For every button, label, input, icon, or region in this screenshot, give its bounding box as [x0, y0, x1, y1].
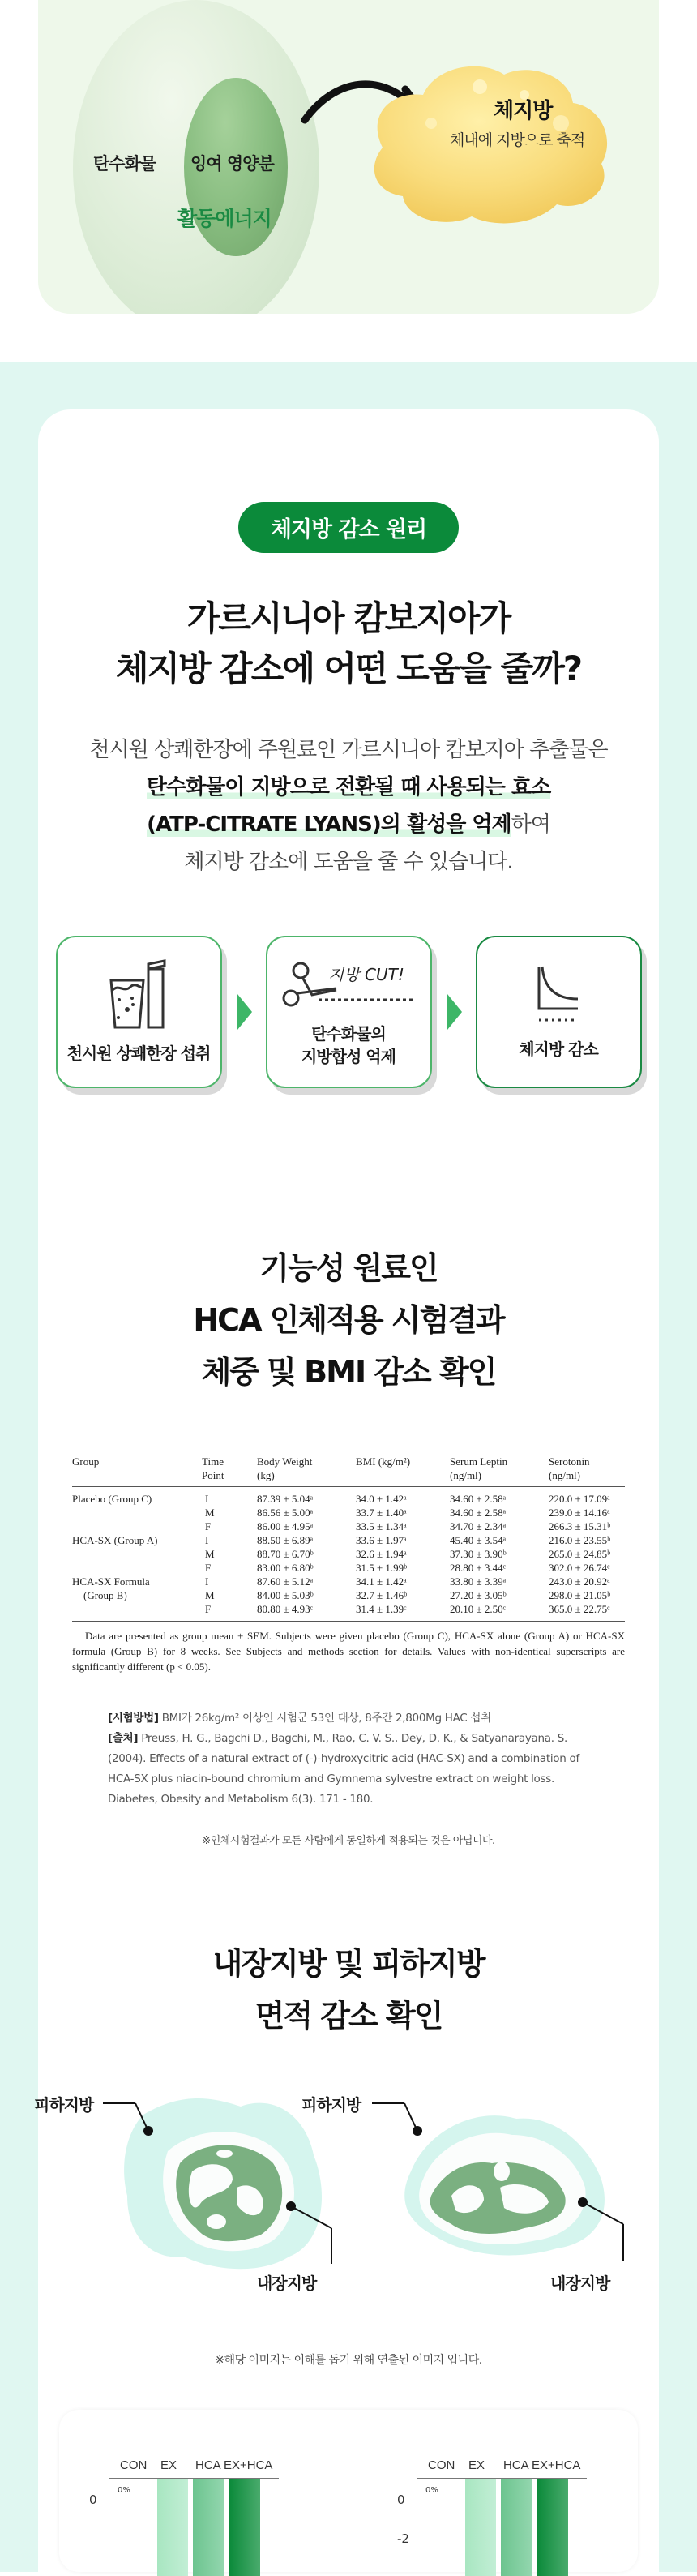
- trial-title-line2: HCA 인체적용 시험결과: [193, 1302, 504, 1338]
- subcutaneous-fat-label-before: 피하지방: [34, 2095, 94, 2115]
- table-row: (Group B) M 84.00 ± 5.03ᵇ 32.7 ± 1.46ᵇ 27.20 ± 3.05ᵇ 298.0 ± 21.05ᵇ: [83, 1589, 611, 1601]
- trial-results-table: [72, 1451, 625, 1622]
- mechanism-steps: [38, 936, 659, 1088]
- illustration-note: ※해당 이미지는 이해를 돕기 위해 연출된 이미지 입니다.: [215, 2354, 482, 2367]
- desc-line3-rest: 하여: [511, 812, 550, 837]
- y-tick-minus-2: -2: [397, 2531, 409, 2546]
- step-arrow-icon: [237, 994, 252, 1030]
- principle-section: [0, 362, 697, 2572]
- desc-line1: 천시원 상쾌한장에 주원료인 가르시니아 캄보지아 추출물은: [89, 738, 608, 762]
- step-inhibit-label: [301, 1022, 396, 1068]
- method-label: [시험방법]: [108, 1712, 159, 1725]
- body-fat-subtitle: 체내에 지방으로 축적: [450, 131, 585, 149]
- principle-title-line1: 가르시니아 캄보지아가: [186, 598, 511, 638]
- step-fat-reduction-label: 체지방 감소: [519, 1039, 598, 1059]
- bar-ex: [465, 2479, 496, 2576]
- table-row: F 83.00 ± 6.80ᵇ 31.5 ± 1.99ᵇ 28.80 ± 3.44ᶜ 302.0 ± 26.74ᶜ: [205, 1562, 610, 1574]
- trial-results-table-wrap: [72, 1451, 625, 1674]
- bar-hca: [193, 2479, 224, 2576]
- fat-cross-section-illustration: [34, 2082, 659, 2309]
- th-serum-leptin: Serum Leptin (ng/ml): [450, 1455, 508, 1481]
- category-hca: HCA: [503, 2458, 529, 2472]
- th-time-point: Time Point: [202, 1455, 224, 1481]
- table-row: HCA-SX Formula I 87.60 ± 5.12ᵃ 34.1 ± 1.42ᵃ 33.80 ± 3.39ᵃ 243.0 ± 20.92ᵃ: [72, 1575, 610, 1588]
- source-text: Preuss, H. G., Bagchi D., Bagchi, M., Rao, C. V. S., Dey, D. K., & Satyanarayana. S. (2004). Effects of a natural extract of (-)-hydroxycitric acid (HAC-SX) and a combination of HCA-SX plus niacin-bound chromium and Gymnema sylvestre extract on weight loss. Diabetes, Obesity and Metabolism 6(3). 171 - 180.: [108, 1732, 579, 1806]
- th-body-weight: Body Weight (kg): [257, 1455, 313, 1481]
- section-badge: 체지방 감소 원리: [238, 502, 459, 553]
- fat-area-title-line1: 내장지방 및 피하지방: [212, 1946, 485, 1982]
- fat-cross-section-after-icon: [370, 2082, 638, 2293]
- bar-hca: [501, 2479, 532, 2576]
- con-value-label: 0%: [425, 2486, 438, 2495]
- desc-highlight-inhibit: (ATP-CITRATE LYANS)의 활성을 억제: [147, 812, 511, 837]
- th-bmi: BMI (kg/m²): [356, 1455, 411, 1468]
- principle-title-line2: 체지방 감소에 어떤 도움을 줄까?: [115, 649, 582, 688]
- scissors-icon: [280, 956, 417, 1013]
- trial-title-line3: 체중 및 BMI 감소 확인: [201, 1354, 496, 1390]
- step-inhibit-label-line1: 탄수화물의: [311, 1024, 386, 1044]
- fat-area-title-line2: 면적 감소 확인: [254, 1998, 443, 2034]
- carb-to-fat-diagram-section: [0, 0, 697, 362]
- fat-cut-handwriting: 지방 CUT!: [328, 965, 404, 984]
- fat-area-title: [38, 1938, 659, 2042]
- step-intake: [56, 936, 222, 1088]
- bar-chart-right: [397, 2458, 640, 2572]
- trial-reference: [108, 1708, 589, 1810]
- category-con: CON: [428, 2458, 455, 2472]
- th-serotonin: Serotonin (ng/ml): [549, 1455, 590, 1481]
- table-row: M 86.56 ± 5.00ᵃ 33.7 ± 1.40ᵃ 34.60 ± 2.58ᵃ 239.0 ± 14.16ᵃ: [205, 1507, 610, 1519]
- category-con: CON: [120, 2458, 148, 2472]
- step-fat-reduction: [476, 936, 642, 1088]
- content-card: [34, 409, 659, 2572]
- table-row: M 88.70 ± 6.70ᵇ 32.6 ± 1.94ᵃ 37.30 ± 3.90ᵇ 265.0 ± 24.85ᵇ: [205, 1548, 611, 1560]
- table-row: Placebo (Group C) I 87.39 ± 5.04ᵃ 34.0 ± 1.42ᵃ 34.60 ± 2.58ᵃ 220.0 ± 17.09ᵃ: [72, 1493, 610, 1505]
- carbohydrate-label: 탄수화물: [93, 154, 156, 174]
- principle-description: [38, 731, 659, 881]
- th-group: Group: [72, 1455, 100, 1468]
- bar-chart-left: [89, 2458, 332, 2572]
- fat-reduction-chart-box: [59, 2410, 638, 2572]
- trial-title: [38, 1242, 659, 1398]
- principle-title: [38, 594, 659, 694]
- trial-title-line1: 기능성 원료인: [259, 1250, 438, 1286]
- category-hca: HCA: [195, 2458, 221, 2472]
- y-tick-0: 0: [397, 2492, 405, 2507]
- drink-and-stick-icon: [106, 959, 171, 1032]
- method-text: BMI가 26kg/m² 이상인 시험군 53인 대상, 8주간 2,800Mg HAC 섭취: [158, 1712, 491, 1725]
- category-ex-hca: EX+HCA: [224, 2458, 273, 2472]
- visceral-fat-label-before: 내장지방: [257, 2274, 317, 2293]
- desc-highlight-enzyme: 탄수화물이 지방으로 전환될 때 사용되는 효소: [146, 775, 551, 799]
- category-ex: EX: [468, 2458, 485, 2472]
- diagram-card: [38, 0, 659, 314]
- table-row: HCA-SX (Group A) I 88.50 ± 6.89ᵃ 33.6 ± 1.97ᵃ 45.40 ± 3.54ᵃ 216.0 ± 23.55ᵇ: [72, 1534, 611, 1546]
- trial-disclaimer: ※인체시험결과가 모든 사람에게 동일하게 적용되는 것은 아닙니다.: [202, 1835, 495, 1847]
- step-intake-label: 천시원 상쾌한장 섭취: [66, 1044, 211, 1063]
- y-tick-0: 0: [89, 2492, 97, 2507]
- step-arrow-icon: [447, 994, 462, 1030]
- source-label: [출처]: [108, 1732, 139, 1745]
- visceral-fat-label-after: 내장지방: [550, 2274, 610, 2293]
- desc-line4: 체지방 감소에 도움을 줄 수 있습니다.: [184, 850, 513, 874]
- activity-energy-label: 활동에너지: [177, 207, 272, 230]
- bar-ex-hca: [537, 2479, 568, 2576]
- subcutaneous-fat-label-after: 피하지방: [301, 2095, 361, 2115]
- con-value-label: 0%: [118, 2486, 130, 2495]
- bar-ex: [157, 2479, 188, 2576]
- step-inhibit-synthesis: [266, 936, 432, 1088]
- bar-ex-hca: [229, 2479, 260, 2576]
- body-fat-title: 체지방: [494, 99, 553, 123]
- step-inhibit-label-line2: 지방합성 억제: [301, 1047, 396, 1066]
- table-footnote: Data are presented as group mean ± SEM. Subjects were given placebo (Group C), HCA-SX alone (Group A) or HCA-SX formula (Group B) for 8 weeks. See Subjects and methods section for details. Values with non-identical superscripts are significantly different (p < 0.05).: [72, 1630, 625, 1673]
- category-ex: EX: [160, 2458, 177, 2472]
- decline-curve-icon: [534, 963, 583, 1028]
- category-ex-hca: EX+HCA: [532, 2458, 581, 2472]
- table-row: F 80.80 ± 4.93ᶜ 31.4 ± 1.39ᶜ 20.10 ± 2.50ᶜ 365.0 ± 22.75ᶜ: [205, 1603, 610, 1615]
- surplus-nutrient-label: 잉여 영양분: [190, 154, 274, 174]
- table-header-row: [72, 1451, 625, 1487]
- table-row: F 86.00 ± 4.95ᵃ 33.5 ± 1.34ᵃ 34.70 ± 2.34ᵃ 266.3 ± 15.31ᵇ: [205, 1520, 611, 1532]
